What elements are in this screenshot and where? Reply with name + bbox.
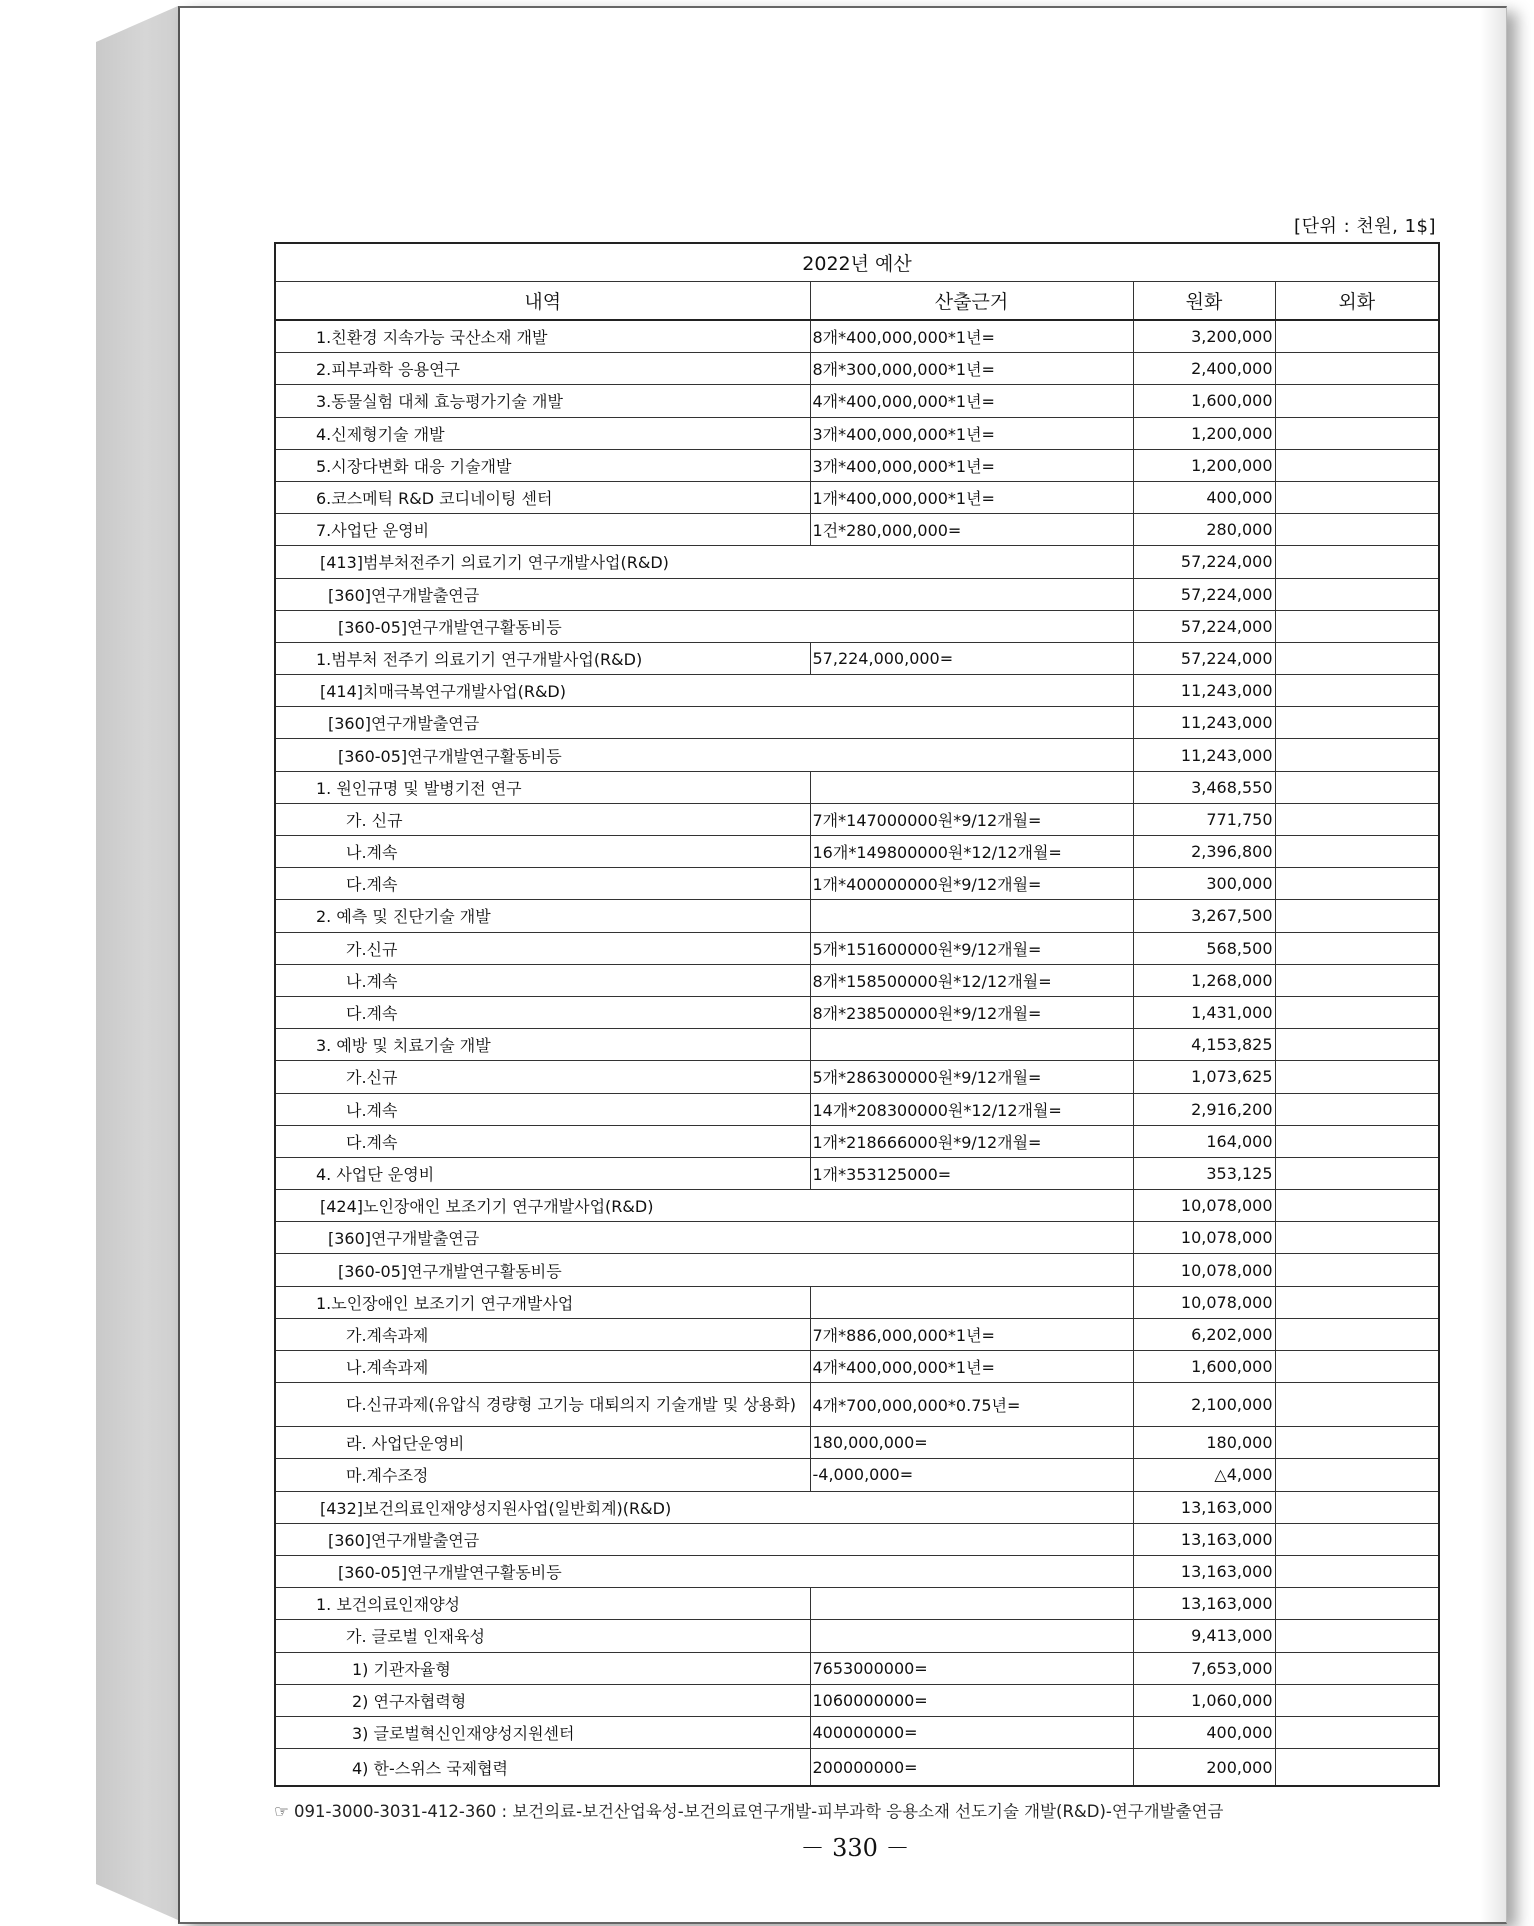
row-krw: 164,000 xyxy=(1133,1125,1275,1157)
row-basis: 14개*208300000원*12/12개월= xyxy=(810,1093,1133,1125)
row-krw: 10,078,000 xyxy=(1133,1286,1275,1318)
row-fx xyxy=(1275,1254,1439,1286)
row-fx xyxy=(1275,1093,1439,1125)
row-label: 나.계속과제 xyxy=(275,1351,810,1383)
row-krw: 2,400,000 xyxy=(1133,353,1275,385)
col-header-fx: 외화 xyxy=(1275,282,1439,321)
table-row xyxy=(275,836,1439,868)
row-fx xyxy=(1275,1427,1439,1459)
row-basis xyxy=(810,900,1133,932)
row-label: 다.계속 xyxy=(275,868,810,900)
row-basis xyxy=(810,771,1133,803)
row-basis: 3개*400,000,000*1년= xyxy=(810,449,1133,481)
table-row xyxy=(275,996,1439,1028)
row-basis: 7개*147000000원*9/12개월= xyxy=(810,803,1133,835)
row-label: [360]연구개발출연금 xyxy=(275,707,1133,739)
table-row xyxy=(275,481,1439,513)
row-basis: 8개*238500000원*9/12개월= xyxy=(810,996,1133,1028)
row-basis: 1개*353125000= xyxy=(810,1157,1133,1189)
row-fx xyxy=(1275,1588,1439,1620)
budget-table xyxy=(274,242,1440,1787)
row-basis: 8개*400,000,000*1년= xyxy=(810,320,1133,353)
row-krw: 10,078,000 xyxy=(1133,1254,1275,1286)
row-label: 가.신규 xyxy=(275,932,810,964)
row-fx xyxy=(1275,1716,1439,1748)
row-fx xyxy=(1275,1555,1439,1587)
row-fx xyxy=(1275,514,1439,546)
row-krw: 10,078,000 xyxy=(1133,1190,1275,1222)
row-label: 가.신규 xyxy=(275,1061,810,1093)
row-fx xyxy=(1275,1684,1439,1716)
table-row xyxy=(275,514,1439,546)
table-row xyxy=(275,964,1439,996)
row-basis: 200000000= xyxy=(810,1749,1133,1787)
table-row xyxy=(275,707,1439,739)
row-basis xyxy=(810,1588,1133,1620)
row-basis: 1060000000= xyxy=(810,1684,1133,1716)
row-fx xyxy=(1275,932,1439,964)
table-row xyxy=(275,1157,1439,1189)
row-basis: -4,000,000= xyxy=(810,1459,1133,1491)
row-krw: 4,153,825 xyxy=(1133,1029,1275,1061)
row-label: 3. 예방 및 치료기술 개발 xyxy=(275,1029,810,1061)
row-fx xyxy=(1275,353,1439,385)
row-basis xyxy=(810,1029,1133,1061)
row-label: [360-05]연구개발연구활동비등 xyxy=(275,1555,1133,1587)
table-row xyxy=(275,1684,1439,1716)
row-krw: 1,060,000 xyxy=(1133,1684,1275,1716)
row-label: [360-05]연구개발연구활동비등 xyxy=(275,739,1133,771)
row-label: 5.시장다변화 대응 기술개발 xyxy=(275,449,810,481)
row-krw: 180,000 xyxy=(1133,1427,1275,1459)
table-row xyxy=(275,546,1439,578)
row-fx xyxy=(1275,996,1439,1028)
row-label: [360]연구개발출연금 xyxy=(275,1222,1133,1254)
page-number: － 330 － xyxy=(800,1834,910,1862)
row-fx xyxy=(1275,1491,1439,1523)
row-krw: 13,163,000 xyxy=(1133,1523,1275,1555)
table-row xyxy=(275,675,1439,707)
row-krw: 2,100,000 xyxy=(1133,1383,1275,1427)
row-krw: 568,500 xyxy=(1133,932,1275,964)
table-row xyxy=(275,1190,1439,1222)
row-label: 4) 한-스위스 국제협력 xyxy=(275,1749,810,1787)
table-row xyxy=(275,642,1439,674)
row-label: 2. 예측 및 진단기술 개발 xyxy=(275,900,810,932)
row-krw: 2,916,200 xyxy=(1133,1093,1275,1125)
row-basis: 57,224,000,000= xyxy=(810,642,1133,674)
row-label: 1.노인장애인 보조기기 연구개발사업 xyxy=(275,1286,810,1318)
row-krw: 57,224,000 xyxy=(1133,610,1275,642)
row-fx xyxy=(1275,1383,1439,1427)
row-krw: 200,000 xyxy=(1133,1749,1275,1787)
row-basis xyxy=(810,1620,1133,1652)
row-krw: 1,200,000 xyxy=(1133,449,1275,481)
row-basis: 4개*400,000,000*1년= xyxy=(810,385,1133,417)
row-krw: 57,224,000 xyxy=(1133,642,1275,674)
table-row xyxy=(275,771,1439,803)
row-fx xyxy=(1275,836,1439,868)
row-label: 다.계속 xyxy=(275,1125,810,1157)
table-row xyxy=(275,1254,1439,1286)
table-row xyxy=(275,1620,1439,1652)
row-label: 나.계속 xyxy=(275,964,810,996)
row-label: 2.피부과학 응용연구 xyxy=(275,353,810,385)
row-krw: 300,000 xyxy=(1133,868,1275,900)
row-label: 가. 신규 xyxy=(275,803,810,835)
row-basis: 1개*400000000원*9/12개월= xyxy=(810,868,1133,900)
table-row xyxy=(275,1523,1439,1555)
table-row xyxy=(275,1125,1439,1157)
row-fx xyxy=(1275,1061,1439,1093)
col-header-item: 내역 xyxy=(275,282,810,321)
table-row xyxy=(275,1555,1439,1587)
row-label: 1. 보건의료인재양성 xyxy=(275,1588,810,1620)
row-fx xyxy=(1275,1318,1439,1350)
row-fx xyxy=(1275,1222,1439,1254)
row-basis: 7653000000= xyxy=(810,1652,1133,1684)
row-krw: 353,125 xyxy=(1133,1157,1275,1189)
year-header: 2022년 예산 xyxy=(275,243,1439,282)
row-label: [360]연구개발출연금 xyxy=(275,578,1133,610)
row-krw: 280,000 xyxy=(1133,514,1275,546)
row-label: 3.동물실험 대체 효능평가기술 개발 xyxy=(275,385,810,417)
row-fx xyxy=(1275,900,1439,932)
row-krw: 3,267,500 xyxy=(1133,900,1275,932)
row-krw: 13,163,000 xyxy=(1133,1555,1275,1587)
table-row xyxy=(275,1588,1439,1620)
table-row xyxy=(275,385,1439,417)
row-basis: 1개*400,000,000*1년= xyxy=(810,481,1133,513)
col-header-basis: 산출근거 xyxy=(810,282,1133,321)
table-row xyxy=(275,1427,1439,1459)
row-basis: 1건*280,000,000= xyxy=(810,514,1133,546)
row-krw: 9,413,000 xyxy=(1133,1620,1275,1652)
row-fx xyxy=(1275,417,1439,449)
row-label: 다.계속 xyxy=(275,996,810,1028)
row-fx xyxy=(1275,1652,1439,1684)
row-fx xyxy=(1275,707,1439,739)
row-basis: 8개*300,000,000*1년= xyxy=(810,353,1133,385)
row-label: [413]범부처전주기 의료기기 연구개발사업(R&D) xyxy=(275,546,1133,578)
row-label: 가.계속과제 xyxy=(275,1318,810,1350)
row-basis: 4개*700,000,000*0.75년= xyxy=(810,1383,1133,1427)
row-krw: 10,078,000 xyxy=(1133,1222,1275,1254)
table-row xyxy=(275,1652,1439,1684)
row-fx xyxy=(1275,1190,1439,1222)
table-row xyxy=(275,900,1439,932)
row-krw: 1,431,000 xyxy=(1133,996,1275,1028)
row-basis xyxy=(810,1286,1133,1318)
page-edge-shadow xyxy=(1480,8,1506,1922)
row-krw: 1,600,000 xyxy=(1133,1351,1275,1383)
row-label: 1. 원인규명 및 발병기전 연구 xyxy=(275,771,810,803)
row-fx xyxy=(1275,1125,1439,1157)
table-row xyxy=(275,1222,1439,1254)
row-fx xyxy=(1275,320,1439,353)
row-krw: 57,224,000 xyxy=(1133,546,1275,578)
row-fx xyxy=(1275,964,1439,996)
table-row xyxy=(275,1716,1439,1748)
row-label: 나.계속 xyxy=(275,1093,810,1125)
row-fx xyxy=(1275,771,1439,803)
row-krw: 3,468,550 xyxy=(1133,771,1275,803)
table-row xyxy=(275,803,1439,835)
row-krw: 3,200,000 xyxy=(1133,320,1275,353)
row-krw: 2,396,800 xyxy=(1133,836,1275,868)
row-fx xyxy=(1275,1157,1439,1189)
col-header-krw: 원화 xyxy=(1133,282,1275,321)
row-fx xyxy=(1275,739,1439,771)
table-row xyxy=(275,1491,1439,1523)
row-label: [360]연구개발출연금 xyxy=(275,1523,1133,1555)
row-label: [360-05]연구개발연구활동비등 xyxy=(275,1254,1133,1286)
table-row xyxy=(275,417,1439,449)
table-row xyxy=(275,578,1439,610)
row-label: [432]보건의료인재양성지원사업(일반회계)(R&D) xyxy=(275,1491,1133,1523)
row-fx xyxy=(1275,546,1439,578)
row-krw: 1,268,000 xyxy=(1133,964,1275,996)
row-fx xyxy=(1275,385,1439,417)
row-label: 라. 사업단운영비 xyxy=(275,1427,810,1459)
row-fx xyxy=(1275,868,1439,900)
unit-label: [단위 : 천원, 1$] xyxy=(1294,216,1436,237)
column-header-row xyxy=(275,282,1439,321)
row-basis: 5개*286300000원*9/12개월= xyxy=(810,1061,1133,1093)
row-basis: 8개*158500000원*12/12개월= xyxy=(810,964,1133,996)
row-fx xyxy=(1275,1029,1439,1061)
row-krw: 400,000 xyxy=(1133,481,1275,513)
row-label: [360-05]연구개발연구활동비등 xyxy=(275,610,1133,642)
row-basis: 180,000,000= xyxy=(810,1427,1133,1459)
row-krw: 771,750 xyxy=(1133,803,1275,835)
row-fx xyxy=(1275,610,1439,642)
row-fx xyxy=(1275,1749,1439,1787)
row-krw: 11,243,000 xyxy=(1133,675,1275,707)
row-basis: 5개*151600000원*9/12개월= xyxy=(810,932,1133,964)
row-krw: 6,202,000 xyxy=(1133,1318,1275,1350)
row-label: [414]치매극복연구개발사업(R&D) xyxy=(275,675,1133,707)
row-fx xyxy=(1275,675,1439,707)
table-row xyxy=(275,610,1439,642)
row-krw: 57,224,000 xyxy=(1133,578,1275,610)
footnote: ☞ 091-3000-3031-412-360 : 보건의료-보건산업육성-보건의료연구개발-피부과학 응용소재 선도기술 개발(R&D)-연구개발출연금 xyxy=(274,1802,1224,1821)
row-label: 가. 글로벌 인재육성 xyxy=(275,1620,810,1652)
table-row xyxy=(275,1061,1439,1093)
row-krw: 7,653,000 xyxy=(1133,1652,1275,1684)
table-body xyxy=(275,320,1439,1786)
row-basis: 7개*886,000,000*1년= xyxy=(810,1318,1133,1350)
table-row xyxy=(275,868,1439,900)
row-krw: △4,000 xyxy=(1133,1459,1275,1491)
row-fx xyxy=(1275,1351,1439,1383)
table-row xyxy=(275,1459,1439,1491)
table-row xyxy=(275,1383,1439,1427)
table-row xyxy=(275,1029,1439,1061)
row-fx xyxy=(1275,481,1439,513)
row-basis: 400000000= xyxy=(810,1716,1133,1748)
row-label: 6.코스메틱 R&D 코디네이팅 센터 xyxy=(275,481,810,513)
table-row xyxy=(275,1093,1439,1125)
row-krw: 13,163,000 xyxy=(1133,1491,1275,1523)
table-row xyxy=(275,449,1439,481)
table-row xyxy=(275,353,1439,385)
row-basis: 4개*400,000,000*1년= xyxy=(810,1351,1133,1383)
row-label: 1) 기관자율형 xyxy=(275,1652,810,1684)
row-fx xyxy=(1275,1523,1439,1555)
book-spine xyxy=(96,6,178,1920)
row-krw: 11,243,000 xyxy=(1133,707,1275,739)
row-label: 나.계속 xyxy=(275,836,810,868)
table-row xyxy=(275,1749,1439,1787)
row-fx xyxy=(1275,803,1439,835)
year-header-row xyxy=(275,243,1439,282)
table-row xyxy=(275,320,1439,353)
row-label: [424]노인장애인 보조기기 연구개발사업(R&D) xyxy=(275,1190,1133,1222)
row-krw: 1,073,625 xyxy=(1133,1061,1275,1093)
row-krw: 1,600,000 xyxy=(1133,385,1275,417)
row-fx xyxy=(1275,449,1439,481)
row-krw: 1,200,000 xyxy=(1133,417,1275,449)
row-fx xyxy=(1275,1459,1439,1491)
row-basis: 16개*149800000원*12/12개월= xyxy=(810,836,1133,868)
row-label: 7.사업단 운영비 xyxy=(275,514,810,546)
row-label: 3) 글로벌혁신인재양성지원센터 xyxy=(275,1716,810,1748)
row-krw: 11,243,000 xyxy=(1133,739,1275,771)
row-label: 4.신제형기술 개발 xyxy=(275,417,810,449)
row-fx xyxy=(1275,642,1439,674)
row-basis: 3개*400,000,000*1년= xyxy=(810,417,1133,449)
row-label: 1.친환경 지속가능 국산소재 개발 xyxy=(275,320,810,353)
table-row xyxy=(275,1318,1439,1350)
row-basis: 1개*218666000원*9/12개월= xyxy=(810,1125,1133,1157)
row-label: 2) 연구자협력형 xyxy=(275,1684,810,1716)
row-fx xyxy=(1275,1286,1439,1318)
row-fx xyxy=(1275,1620,1439,1652)
table-row xyxy=(275,1286,1439,1318)
row-label: 4. 사업단 운영비 xyxy=(275,1157,810,1189)
table-row xyxy=(275,932,1439,964)
row-label: 마.계수조정 xyxy=(275,1459,810,1491)
table-row xyxy=(275,1351,1439,1383)
table-row xyxy=(275,739,1439,771)
row-label: 1.범부처 전주기 의료기기 연구개발사업(R&D) xyxy=(275,642,810,674)
row-krw: 400,000 xyxy=(1133,1716,1275,1748)
row-krw: 13,163,000 xyxy=(1133,1588,1275,1620)
row-fx xyxy=(1275,578,1439,610)
row-label: 다.신규과제(유압식 경량형 고기능 대퇴의지 기술개발 및 상용화) xyxy=(275,1383,810,1427)
